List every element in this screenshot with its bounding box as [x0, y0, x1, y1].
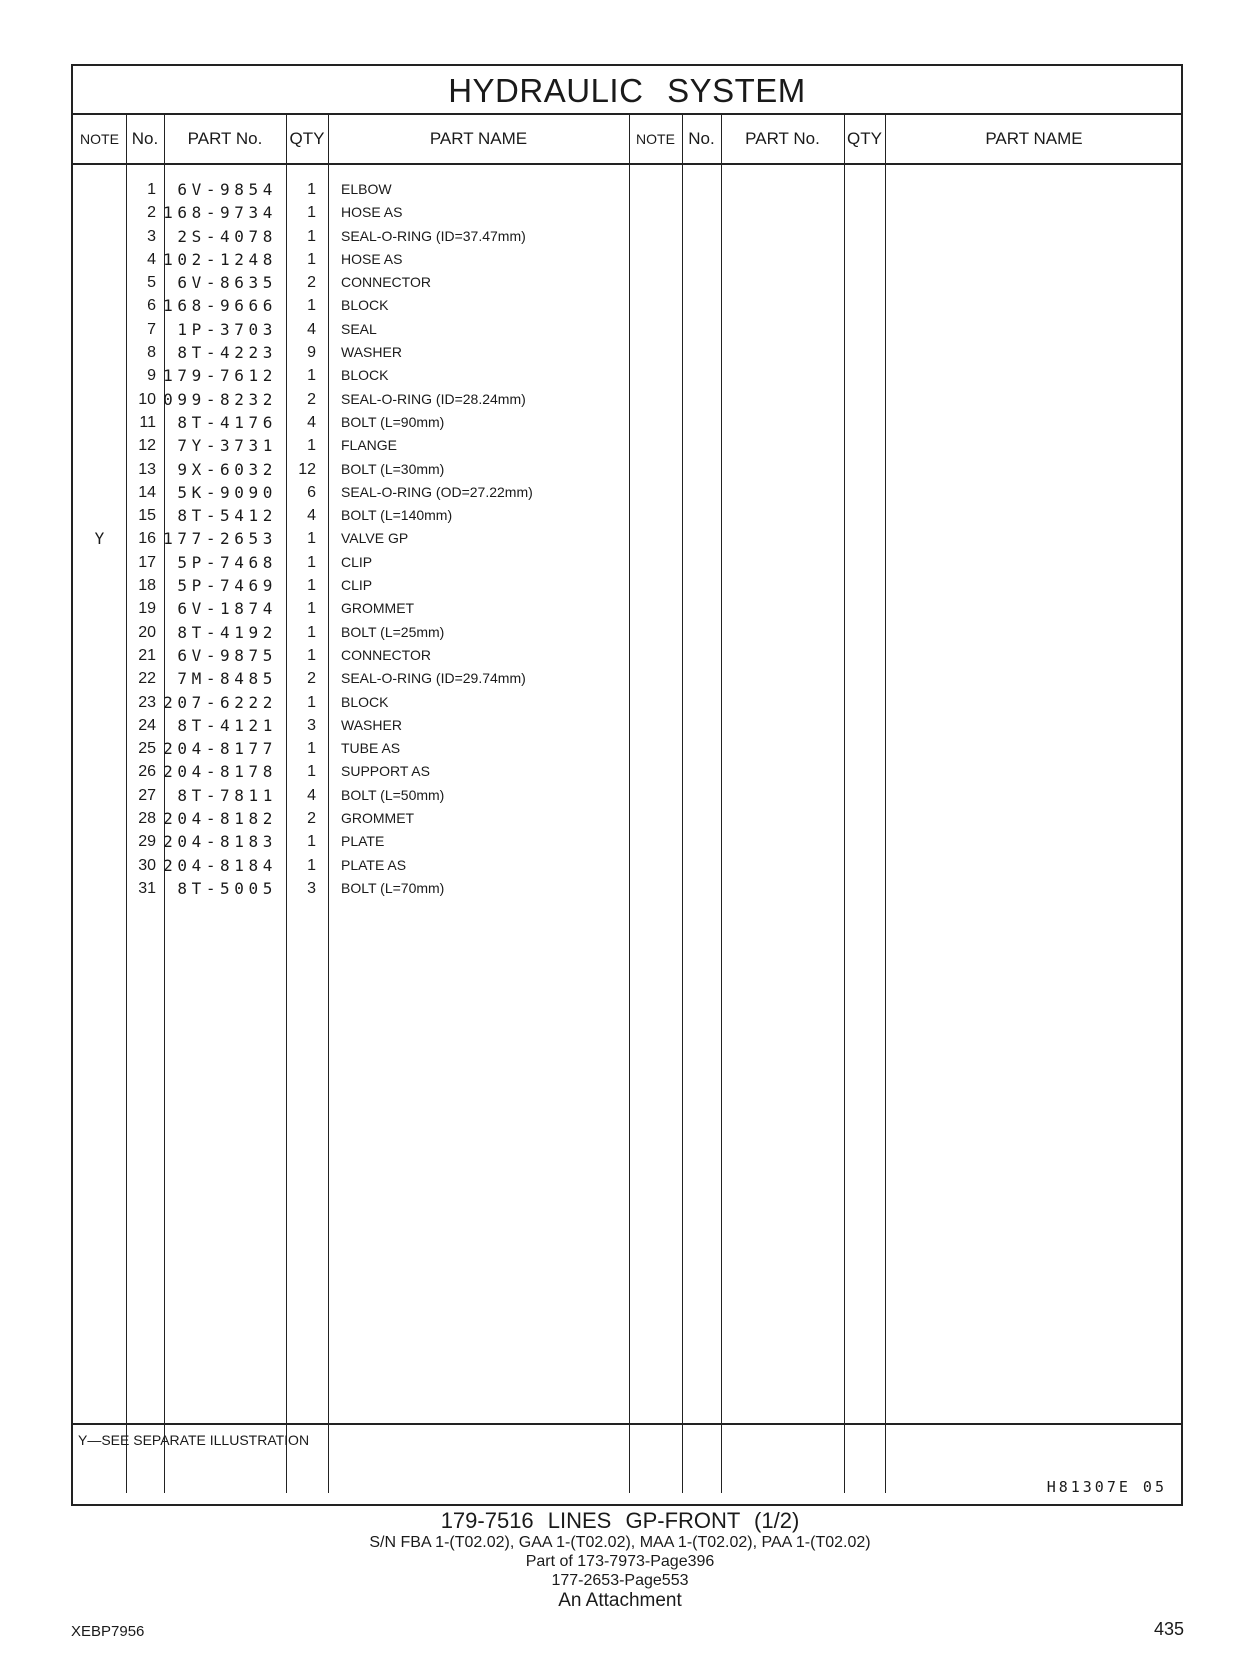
header-no: No. — [131, 129, 159, 148]
note-cell — [73, 551, 126, 574]
quantity-cell: 1 — [307, 856, 316, 874]
part-name-cell: SEAL-O-RING (ID=28.24mm) — [341, 390, 526, 407]
table-row — [73, 597, 1181, 620]
caption-page-ref: 177-2653-Page553 — [551, 1572, 689, 1589]
part-number-cell: 179-7612 — [163, 366, 277, 386]
table-row — [73, 760, 1181, 783]
note-cell — [73, 481, 126, 504]
quantity-cell: 3 — [307, 879, 316, 897]
caption-attachment: An Attachment — [558, 1590, 682, 1611]
table-row — [73, 527, 1181, 550]
document-id: XEBP7956 — [71, 1623, 145, 1640]
quantity-cell: 2 — [307, 810, 316, 828]
page-number: 435 — [1153, 1619, 1184, 1639]
part-number-cell: 099-8232 — [163, 389, 277, 409]
header-qty: QTY — [289, 129, 325, 148]
part-name-cell: TUBE AS — [341, 740, 401, 757]
note-cell — [73, 271, 126, 294]
quantity-cell: 4 — [307, 507, 316, 525]
quantity-cell: 1 — [307, 577, 316, 595]
part-number-cell: 6V-1874 — [177, 599, 277, 619]
item-number-cell: 28 — [138, 810, 156, 828]
part-number-cell: 8T-4223 — [177, 343, 277, 363]
item-number-cell: 3 — [147, 227, 156, 245]
table-row — [73, 388, 1181, 411]
table-row — [73, 854, 1181, 877]
part-name-cell: PLATE — [341, 833, 385, 850]
note-cell — [73, 458, 126, 481]
table-row — [73, 364, 1181, 387]
part-name-cell: BOLT (L=140mm) — [341, 507, 453, 524]
note-cell — [73, 225, 126, 248]
item-number-cell: 15 — [138, 507, 156, 525]
table-row — [73, 504, 1181, 527]
part-name-cell: VALVE GP — [341, 530, 409, 547]
part-number-cell: 8T-4121 — [177, 715, 277, 735]
table-row — [73, 830, 1181, 853]
item-number-cell: 21 — [138, 646, 156, 664]
quantity-cell: 1 — [307, 600, 316, 618]
part-number-cell: 204-8183 — [163, 832, 277, 852]
part-name-cell: GROMMET — [341, 810, 415, 827]
part-name-cell: BLOCK — [341, 297, 389, 314]
note-cell — [73, 644, 126, 667]
part-name-cell: WASHER — [341, 716, 402, 733]
part-number-cell: 8T-5005 — [177, 878, 277, 898]
note-cell — [73, 830, 126, 853]
header-part-no: PART No. — [187, 129, 263, 148]
item-number-cell: 26 — [138, 763, 156, 781]
item-number-cell: 8 — [147, 344, 156, 362]
caption-title: 179-7516 LINES GP-FRONT (1/2) — [440, 1508, 800, 1533]
header-part-name-right: PART NAME — [985, 129, 1083, 148]
part-name-cell: BLOCK — [341, 693, 389, 710]
note-cell — [73, 364, 126, 387]
part-name-cell: BOLT (L=50mm) — [341, 786, 445, 803]
table-bottom-divider — [73, 1423, 1181, 1425]
item-number-cell: 6 — [147, 297, 156, 315]
quantity-cell: 1 — [307, 833, 316, 851]
table-row — [73, 271, 1181, 294]
section-title: HYDRAULIC SYSTEM — [73, 66, 1181, 115]
table-row — [73, 691, 1181, 714]
part-name-cell: CONNECTOR — [341, 274, 431, 291]
table-row — [73, 737, 1181, 760]
table-row — [73, 201, 1181, 224]
note-cell — [73, 341, 126, 364]
quantity-cell: 2 — [307, 390, 316, 408]
part-name-cell: SEAL-O-RING (ID=29.74mm) — [341, 670, 526, 687]
table-row — [73, 877, 1181, 900]
part-name-cell: BOLT (L=30mm) — [341, 460, 445, 477]
item-number-cell: 31 — [138, 879, 156, 897]
quantity-cell: 1 — [307, 181, 316, 198]
quantity-cell: 1 — [307, 297, 316, 315]
part-name-cell: CONNECTOR — [341, 646, 431, 663]
part-number-cell: 204-8184 — [163, 855, 277, 875]
item-number-cell: 13 — [138, 460, 156, 478]
quantity-cell: 12 — [298, 460, 316, 478]
part-number-cell: 5K-9090 — [177, 482, 277, 502]
quantity-cell: 1 — [307, 693, 316, 711]
part-number-cell: 8T-5412 — [177, 506, 277, 526]
quantity-cell: 4 — [307, 786, 316, 804]
part-name-cell: CLIP — [341, 553, 373, 570]
item-number-cell: 14 — [138, 483, 156, 501]
quantity-cell: 1 — [307, 250, 316, 268]
quantity-cell: 1 — [307, 227, 316, 245]
part-name-cell: BOLT (L=25mm) — [341, 623, 445, 640]
note-cell — [73, 248, 126, 271]
item-number-cell: 4 — [147, 250, 156, 268]
table-row — [73, 574, 1181, 597]
table-row — [73, 621, 1181, 644]
quantity-cell: 1 — [307, 646, 316, 664]
quantity-cell: 9 — [307, 344, 316, 362]
part-name-cell: BOLT (L=90mm) — [341, 413, 445, 430]
reference-code: H81307E 05 — [1046, 1478, 1167, 1496]
table-row — [73, 807, 1181, 830]
table-row — [73, 318, 1181, 341]
part-number-cell: 7M-8485 — [177, 669, 277, 689]
quantity-cell: 1 — [307, 623, 316, 641]
item-number-cell: 9 — [147, 367, 156, 385]
quantity-cell: 1 — [307, 367, 316, 385]
note-cell — [73, 388, 126, 411]
note-cell — [73, 807, 126, 830]
part-name-cell: GROMMET — [341, 600, 415, 617]
item-number-cell: 24 — [138, 716, 156, 734]
part-number-cell: 168-9734 — [163, 203, 277, 223]
quantity-cell: 2 — [307, 274, 316, 292]
note-cell — [73, 434, 126, 457]
part-name-cell: SEAL — [341, 320, 377, 337]
note-cell — [73, 178, 126, 201]
quantity-cell: 4 — [307, 413, 316, 431]
quantity-cell: 1 — [307, 437, 316, 455]
part-number-cell: 204-8178 — [163, 762, 277, 782]
item-number-cell: 7 — [147, 320, 156, 338]
note-cell — [73, 737, 126, 760]
header-qty-right: QTY — [847, 129, 882, 148]
note-cell — [73, 318, 126, 341]
quantity-cell: 6 — [307, 483, 316, 501]
note-cell — [73, 621, 126, 644]
table-row — [73, 784, 1181, 807]
quantity-cell: 1 — [307, 740, 316, 758]
item-number-cell: 22 — [138, 670, 156, 688]
part-number-cell: 1P-3703 — [177, 319, 277, 339]
table-row — [73, 178, 1181, 201]
item-number-cell: 1 — [147, 181, 156, 198]
part-name-cell: SEAL-O-RING (OD=27.22mm) — [341, 483, 533, 500]
item-number-cell: 12 — [138, 437, 156, 455]
note-cell — [73, 201, 126, 224]
item-number-cell: 5 — [147, 274, 156, 292]
item-number-cell: 29 — [138, 833, 156, 851]
item-number-cell: 30 — [138, 856, 156, 874]
header-note-right: NOTE — [636, 131, 675, 147]
note-cell — [73, 597, 126, 620]
part-number-cell: 6V-8635 — [177, 273, 277, 293]
item-number-cell: 16 — [138, 530, 156, 548]
part-number-cell: 102-1248 — [163, 249, 277, 269]
part-name-cell: HOSE AS — [341, 250, 403, 267]
part-number-cell: 5P-7469 — [177, 576, 277, 596]
part-number-cell: 5P-7468 — [177, 552, 277, 572]
note-cell — [73, 667, 126, 690]
caption-part-of: Part of 173-7973-Page396 — [525, 1553, 715, 1570]
item-number-cell: 27 — [138, 786, 156, 804]
header-part-no-right: PART No. — [745, 129, 820, 148]
table-row — [73, 411, 1181, 434]
caption-serial-numbers: S/N FBA 1-(T02.02), GAA 1-(T02.02), MAA 1-(T02.02), PAA 1-(T02.02) — [369, 1534, 871, 1551]
part-number-cell: 207-6222 — [163, 692, 277, 712]
note-cell — [73, 877, 126, 900]
quantity-cell: 1 — [307, 763, 316, 781]
part-name-cell: PLATE AS — [341, 856, 407, 873]
part-number-cell: 2S-4078 — [177, 226, 277, 246]
part-name-cell: WASHER — [341, 344, 402, 361]
part-number-cell: 8T-4176 — [177, 412, 277, 432]
part-number-cell: 7Y-3731 — [177, 436, 277, 456]
part-name-cell: SEAL-O-RING (ID=37.47mm) — [341, 227, 526, 244]
part-number-cell: 177-2653 — [163, 529, 277, 549]
note-cell — [73, 574, 126, 597]
note-cell — [73, 411, 126, 434]
part-number-cell: 6V-9875 — [177, 645, 277, 665]
note-cell — [73, 760, 126, 783]
table-row — [73, 248, 1181, 271]
quantity-cell: 1 — [307, 530, 316, 548]
note-cell: Y — [94, 529, 105, 549]
part-number-cell: 8T-7811 — [177, 785, 277, 805]
item-number-cell: 17 — [138, 553, 156, 571]
footnote: Y—SEE SEPARATE ILLUSTRATION — [78, 1432, 310, 1448]
table-row — [73, 294, 1181, 317]
part-number-cell: 9X-6032 — [177, 459, 277, 479]
quantity-cell: 2 — [307, 670, 316, 688]
part-name-cell: BOLT (L=70mm) — [341, 879, 445, 896]
part-number-cell: 6V-9854 — [177, 180, 277, 199]
parts-table-frame — [71, 64, 1183, 1506]
table-row — [73, 458, 1181, 481]
part-name-cell: ELBOW — [341, 181, 392, 197]
item-number-cell: 19 — [138, 600, 156, 618]
note-cell — [73, 714, 126, 737]
part-name-cell: BLOCK — [341, 367, 389, 384]
quantity-cell: 1 — [307, 204, 316, 222]
part-name-cell: FLANGE — [341, 437, 398, 454]
table-row — [73, 667, 1181, 690]
item-number-cell: 25 — [138, 740, 156, 758]
table-row — [73, 714, 1181, 737]
part-name-cell: SUPPORT AS — [341, 763, 430, 780]
header-divider — [73, 163, 1181, 165]
table-row — [73, 341, 1181, 364]
table-row — [73, 644, 1181, 667]
item-number-cell: 18 — [138, 577, 156, 595]
header-note: NOTE — [80, 131, 119, 147]
parts-list — [73, 178, 1181, 900]
table-row — [73, 551, 1181, 574]
note-cell — [73, 691, 126, 714]
quantity-cell: 1 — [307, 553, 316, 571]
item-number-cell: 11 — [139, 413, 156, 431]
part-number-cell: 204-8182 — [163, 809, 277, 829]
header-part-name: PART NAME — [429, 129, 528, 148]
part-name-cell: CLIP — [341, 577, 373, 594]
table-row — [73, 225, 1181, 248]
table-row — [73, 481, 1181, 504]
item-number-cell: 2 — [147, 204, 156, 222]
note-cell — [73, 784, 126, 807]
part-number-cell: 8T-4192 — [177, 622, 277, 642]
table-row — [73, 434, 1181, 457]
item-number-cell: 23 — [138, 693, 156, 711]
header-no-right: No. — [688, 129, 715, 148]
part-number-cell: 204-8177 — [163, 739, 277, 759]
part-name-cell: HOSE AS — [341, 204, 403, 221]
item-number-cell: 20 — [138, 623, 156, 641]
item-number-cell: 10 — [138, 390, 156, 408]
note-cell — [73, 854, 126, 877]
note-cell — [73, 504, 126, 527]
quantity-cell: 3 — [307, 716, 316, 734]
quantity-cell: 4 — [307, 320, 316, 338]
note-cell — [73, 294, 126, 317]
part-number-cell: 168-9666 — [163, 296, 277, 316]
